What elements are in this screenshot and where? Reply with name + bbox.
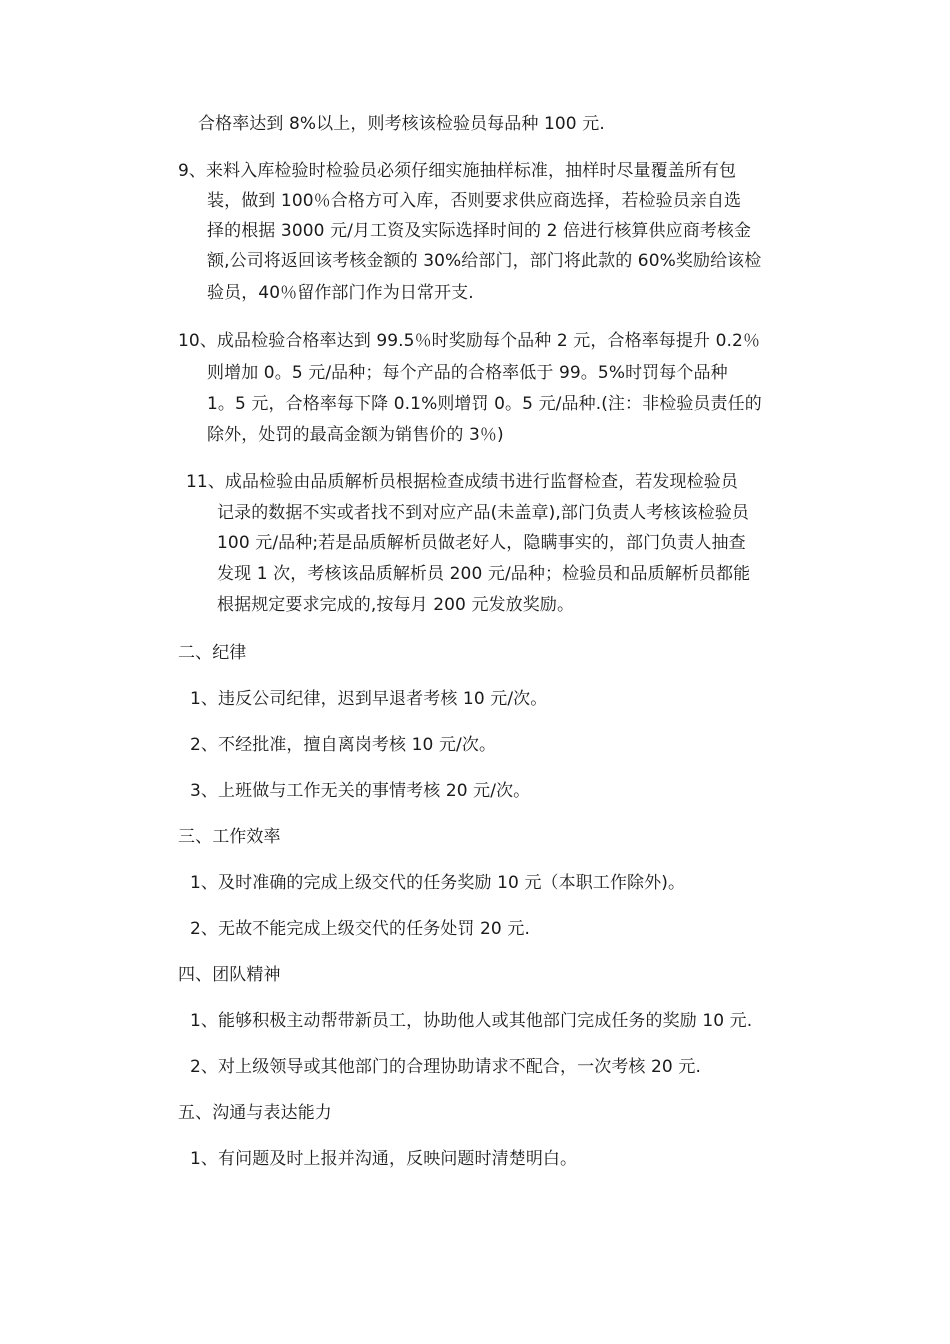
list-item-11-line: 11、成品检验由品质解析员根据检查成绩书进行监督检查，若发现检验员: [186, 472, 738, 492]
section-heading: 二、纪律: [178, 643, 247, 663]
paragraph-line: 合格率达到 8%以上，则考核该检验员每品种 100 元.: [198, 114, 605, 134]
list-item: 1、及时准确的完成上级交代的任务奖励 10 元（本职工作除外)。: [190, 873, 686, 893]
list-item-9-line: 额,公司将返回该考核金额的 30%给部门，部门将此款的 60%奖励给该检: [207, 251, 762, 271]
section-heading: 四、团队精神: [178, 965, 281, 985]
list-item-10-line: 1。5 元，合格率每下降 0.1%则增罚 0。5 元/品种.(注：非检验员责任的: [207, 394, 762, 414]
list-item: 1、能够积极主动帮带新员工，协助他人或其他部门完成任务的奖励 10 元.: [190, 1011, 753, 1031]
list-item: 2、无故不能完成上级交代的任务处罚 20 元.: [190, 919, 530, 939]
section-heading: 五、沟通与表达能力: [178, 1103, 332, 1123]
list-item: 3、上班做与工作无关的事情考核 20 元/次。: [190, 781, 531, 801]
section-heading: 三、工作效率: [178, 827, 281, 847]
list-item-9-line: 择的根据 3000 元/月工资及实际选择时间的 2 倍进行核算供应商考核金: [207, 221, 752, 241]
list-item-9-line: 验员，40％留作部门作为日常开支.: [207, 283, 474, 303]
list-item-11-line: 100 元/品种;若是品质解析员做老好人，隐瞒事实的，部门负责人抽查: [217, 533, 746, 553]
list-item-11-line: 记录的数据不实或者找不到对应产品(未盖章),部门负责人考核该检验员: [217, 503, 749, 523]
list-item-9-line: 9、来料入库检验时检验员必须仔细实施抽样标准，抽样时尽量覆盖所有包: [178, 161, 737, 181]
list-item-11-line: 根据规定要求完成的,按每月 200 元发放奖励。: [217, 595, 575, 615]
list-item-10-line: 除外，处罚的最高金额为销售价的 3％): [207, 425, 504, 445]
list-item: 2、不经批准，擅自离岗考核 10 元/次。: [190, 735, 497, 755]
list-item: 1、有问题及时上报并沟通，反映问题时清楚明白。: [190, 1149, 578, 1169]
list-item-10-line: 则增加 0。5 元/品种；每个产品的合格率低于 99。5%时罚每个品种: [207, 363, 728, 383]
list-item: 2、对上级领导或其他部门的合理协助请求不配合，一次考核 20 元.: [190, 1057, 701, 1077]
list-item-9-line: 装，做到 100％合格方可入库，否则要求供应商选择，若检验员亲自选: [207, 191, 742, 211]
list-item: 1、违反公司纪律，迟到早退者考核 10 元/次。: [190, 689, 548, 709]
list-item-11-line: 发现 1 次，考核该品质解析员 200 元/品种；检验员和品质解析员都能: [217, 564, 751, 584]
list-item-10-line: 10、成品检验合格率达到 99.5％时奖励每个品种 2 元，合格率每提升 0.2％: [178, 331, 761, 351]
